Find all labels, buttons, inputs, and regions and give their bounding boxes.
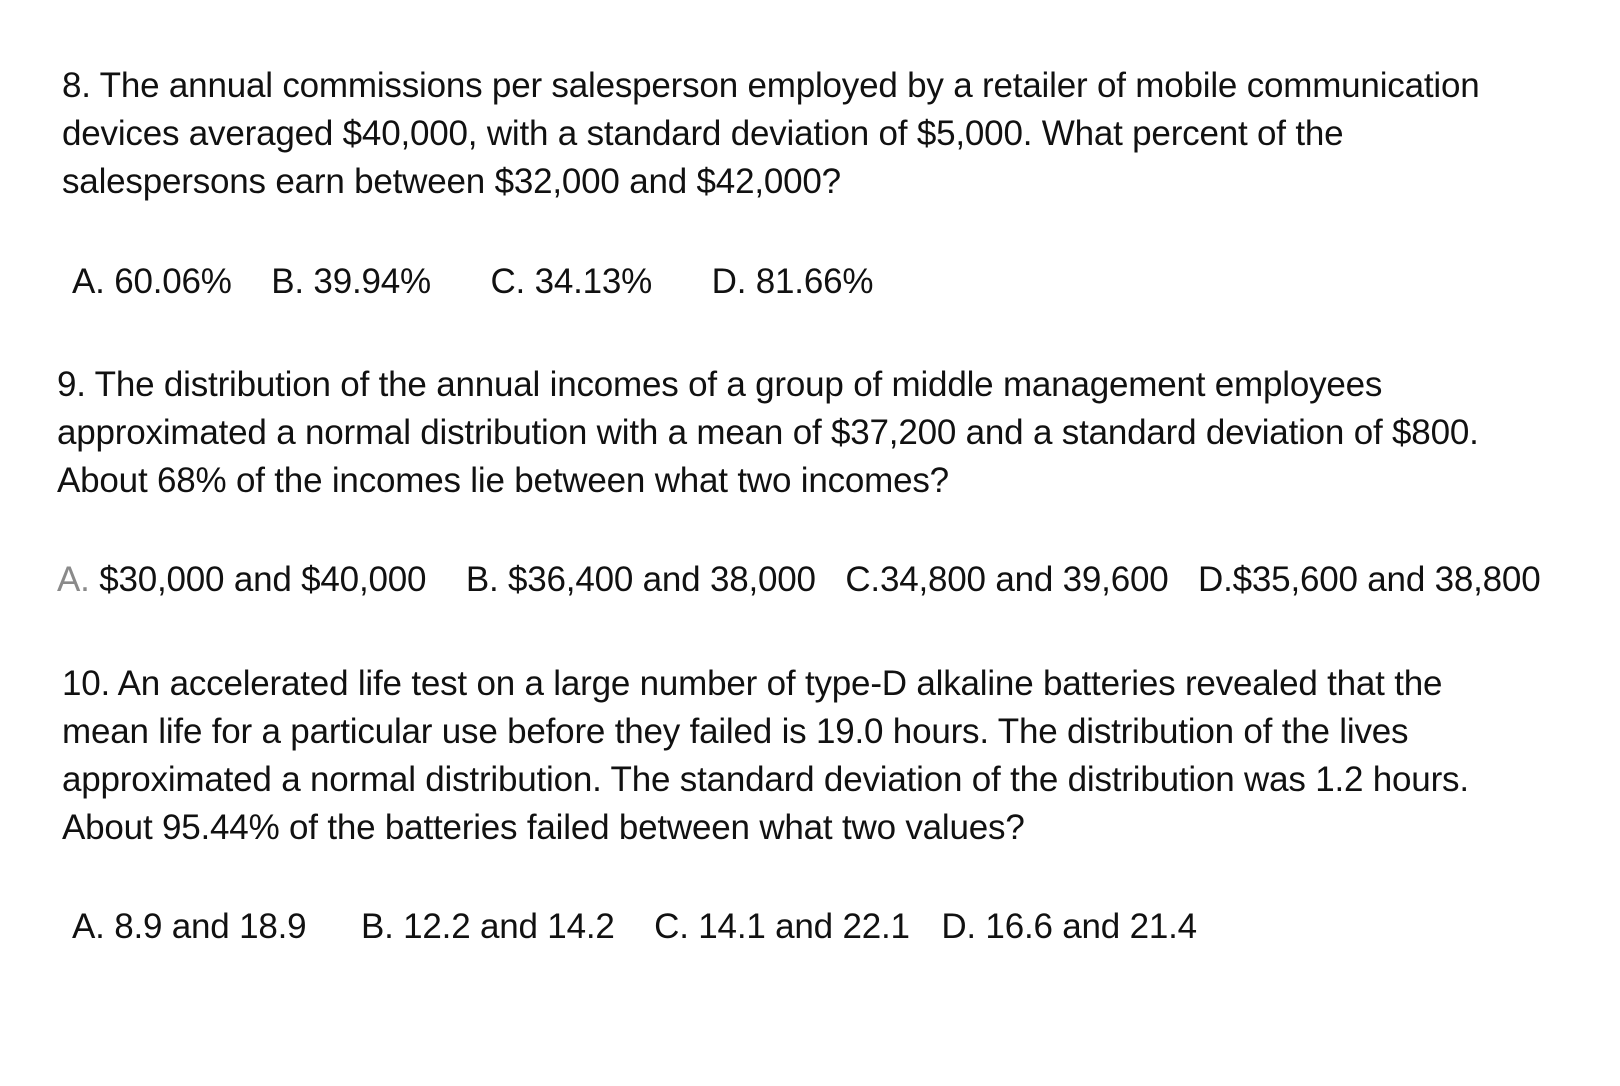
- question-10-option-b: B. 12.2 and 14.2: [360, 907, 615, 946]
- question-10: [62, 660, 1469, 852]
- question-9-options: [57, 560, 1540, 600]
- question-8-line-2: devices averaged $40,000, with a standard deviation of $5,000. What percent of the: [62, 114, 1344, 153]
- question-10-options: [72, 907, 1197, 947]
- question-9-option-a-letter: A.: [57, 560, 90, 599]
- question-8-line-3: salespersons earn between $32,000 and $42,000?: [62, 162, 841, 201]
- question-8-options: [72, 262, 873, 302]
- question-10-line-2: mean life for a particular use before they failed is 19.0 hours. The distribution of the lives: [62, 712, 1409, 751]
- question-10-option-c: C. 14.1 and 22.1: [654, 907, 910, 946]
- question-8-option-b: B. 39.94%: [271, 262, 431, 301]
- question-8-line-1: 8. The annual commissions per salesperson employed by a retailer of mobile communication: [62, 66, 1480, 105]
- question-10-line-3: approximated a normal distribution. The standard deviation of the distribution was 1.2 hours.: [62, 760, 1469, 799]
- question-9-line-1: 9. The distribution of the annual incomes of a group of middle management employees: [57, 365, 1383, 404]
- question-9-option-a-text: $30,000 and $40,000: [89, 560, 427, 599]
- question-9-option-d: D.$35,600 and 38,800: [1198, 560, 1541, 599]
- question-10-line-1: 10. An accelerated life test on a large number of type-D alkaline batteries revealed that the: [62, 664, 1443, 703]
- question-10-line-4: About 95.44% of the batteries failed between what two values?: [62, 808, 1025, 847]
- question-10-option-a: A. 8.9 and 18.9: [72, 907, 307, 946]
- question-8-option-a: A. 60.06%: [72, 262, 232, 301]
- question-10-option-d: D. 16.6 and 21.4: [941, 907, 1197, 946]
- question-8-option-d: D. 81.66%: [711, 262, 874, 301]
- question-9: [57, 361, 1479, 505]
- question-9-line-3: About 68% of the incomes lie between what two incomes?: [57, 461, 949, 500]
- question-9-option-c: C.34,800 and 39,600: [845, 560, 1169, 599]
- question-8-option-c: C. 34.13%: [490, 262, 653, 301]
- question-9-line-2: approximated a normal distribution with a mean of $37,200 and a standard deviation of $800.: [57, 413, 1479, 452]
- question-8: [62, 62, 1479, 206]
- question-9-option-a: [57, 560, 426, 600]
- question-9-option-b: B. $36,400 and 38,000: [465, 560, 816, 599]
